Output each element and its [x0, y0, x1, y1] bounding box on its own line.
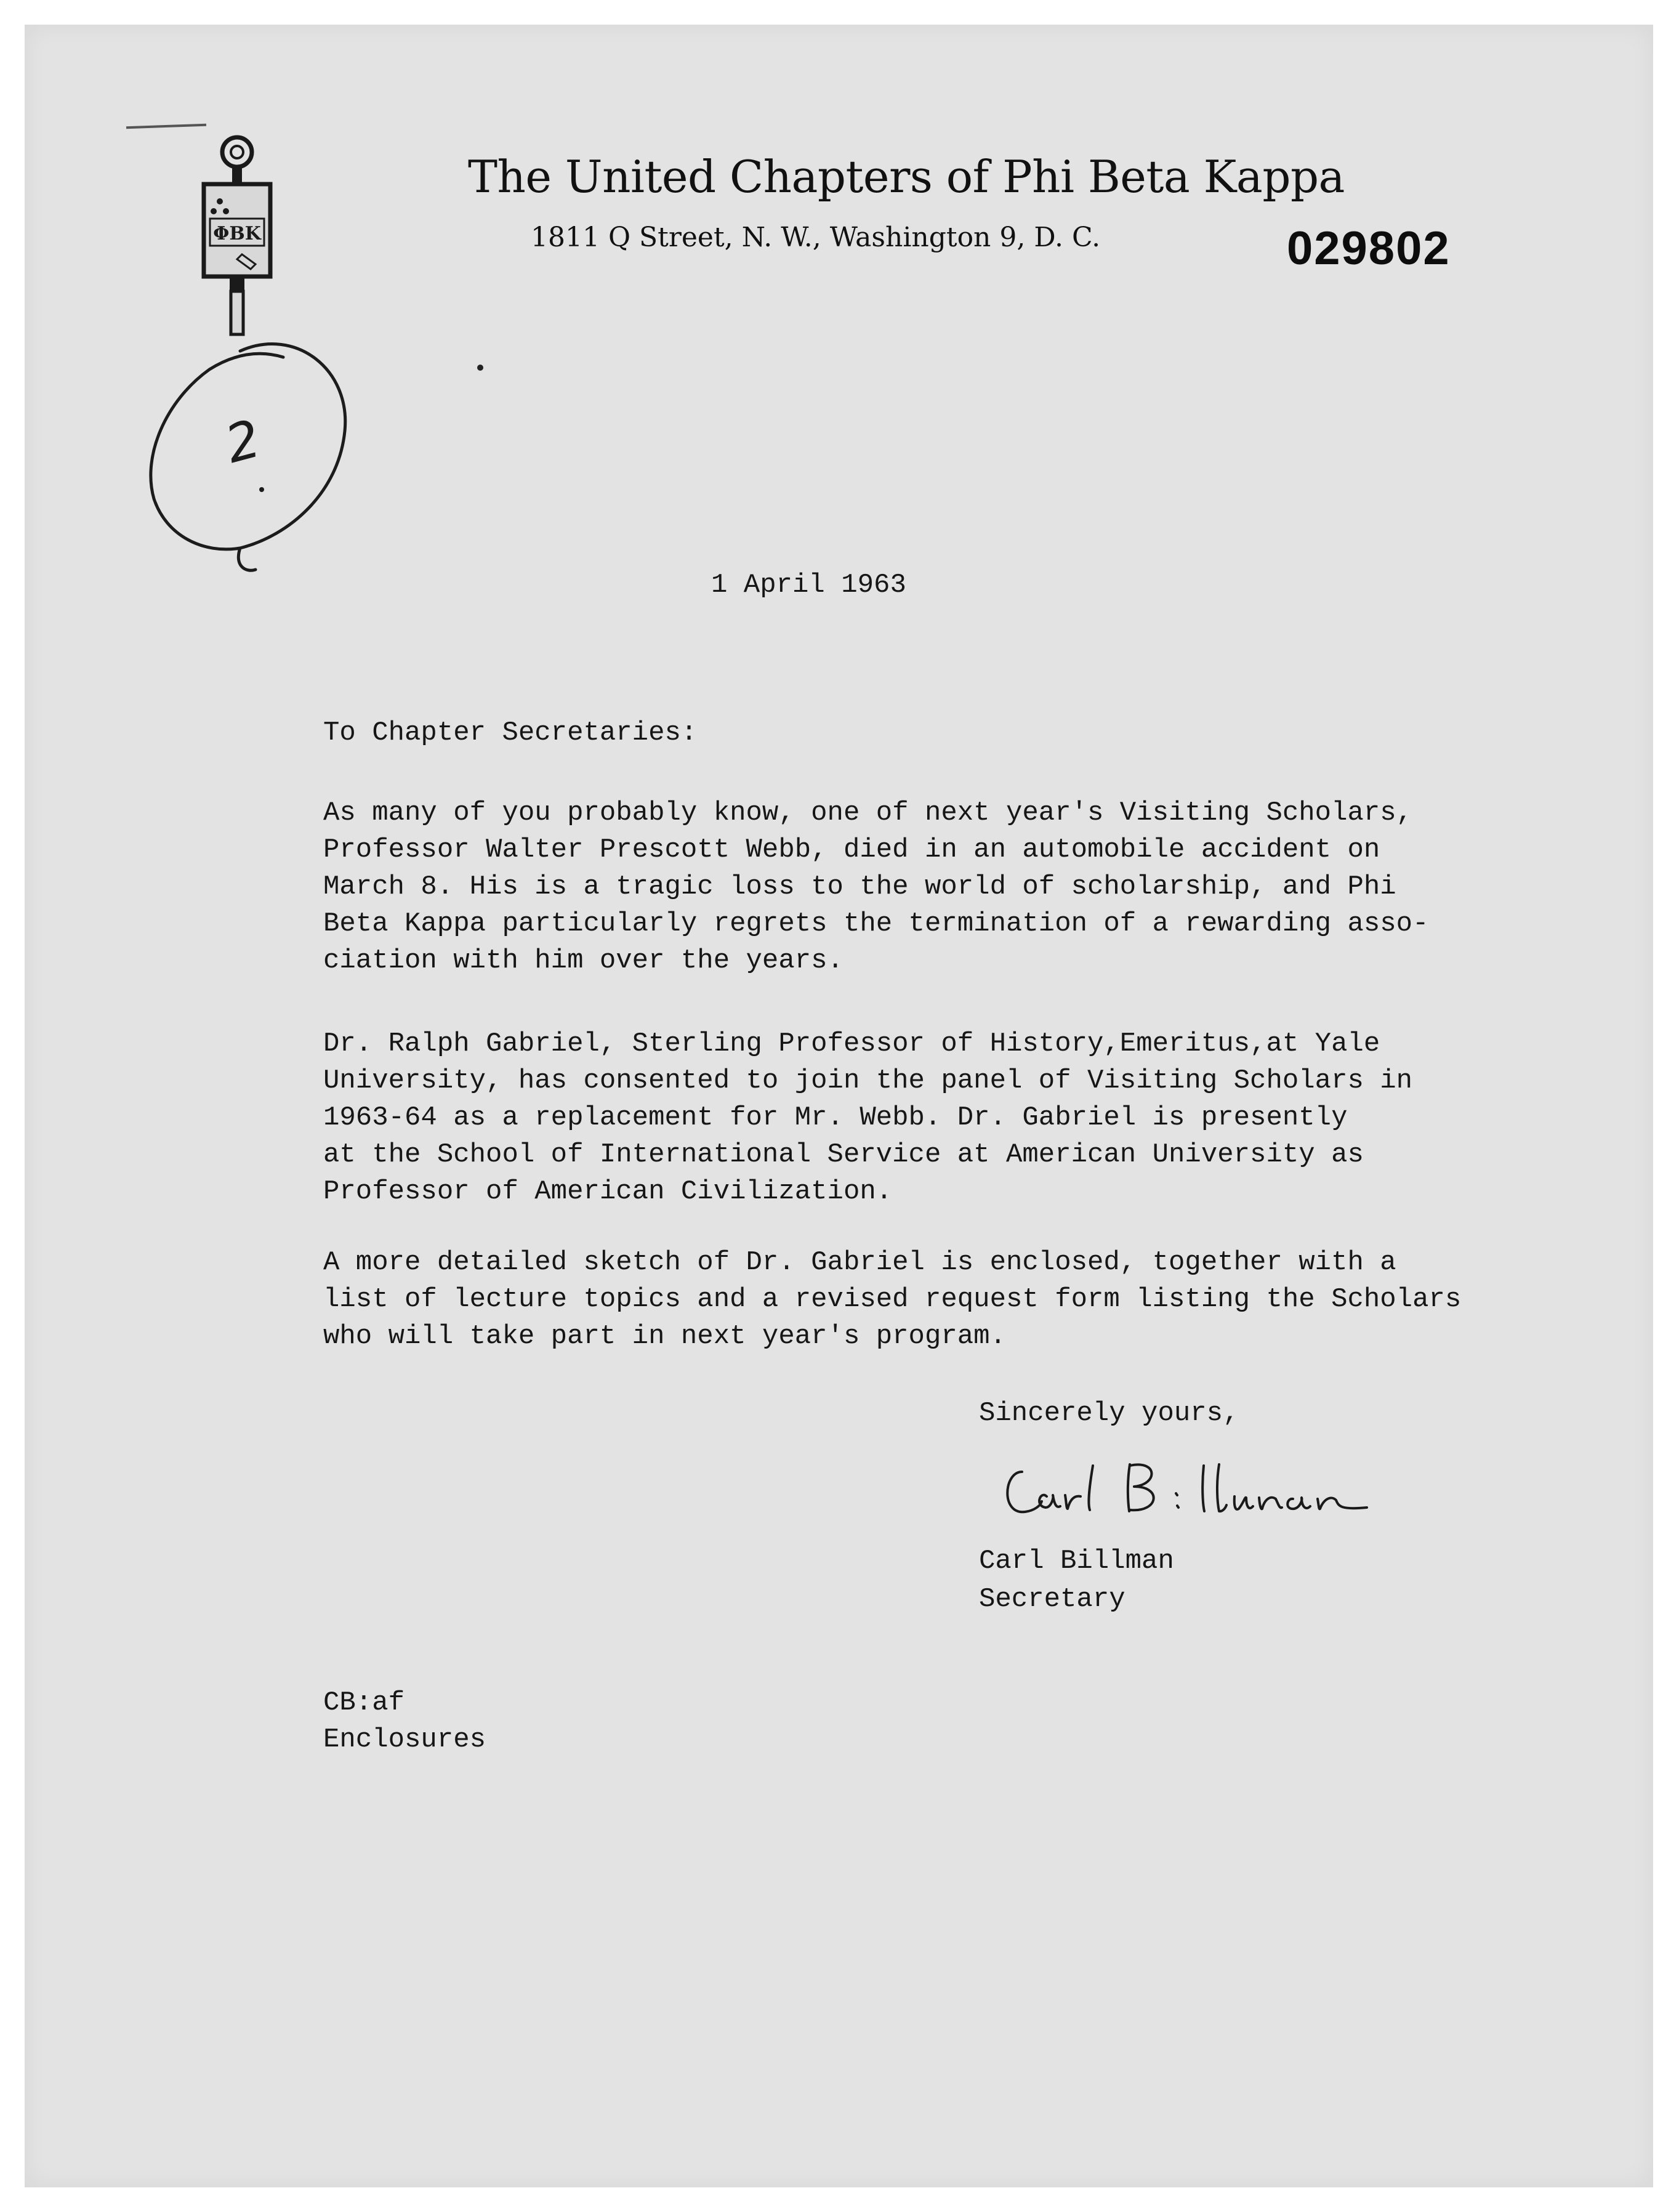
body-paragraph-2: [323, 1025, 1412, 1210]
paragraph-line: who will take part in next year's program.: [323, 1321, 1006, 1352]
key-letters: ΦΒΚ: [213, 223, 261, 244]
paragraph-line: Beta Kappa particularly regrets the termination of a rewarding asso-: [323, 908, 1429, 939]
paragraph-line: Professor Walter Prescott Webb, died in an automobile accident on: [323, 834, 1380, 865]
organization-name: The United Chapters of Phi Beta Kappa: [468, 151, 1345, 203]
letter-date: 1 April 1963: [711, 570, 906, 600]
reference-initials: CB:af: [323, 1687, 405, 1718]
ink-dot: [477, 365, 483, 371]
paragraph-line: A more detailed sketch of Dr. Gabriel is enclosed, together with a: [323, 1247, 1396, 1278]
organization-address: 1811 Q Street, N. W., Washington 9, D. C.: [531, 222, 1101, 253]
document-number-stamp: 029802: [1287, 222, 1451, 275]
paragraph-line: list of lecture topics and a revised request form listing the Scholars: [323, 1284, 1462, 1315]
paragraph-line: at the School of International Service at American University as: [323, 1139, 1364, 1170]
signer-title: Secretary: [979, 1584, 1125, 1615]
signer-name: Carl Billman: [979, 1546, 1174, 1576]
paragraph-line: 1963-64 as a replacement for Mr. Webb. Dr. Gabriel is presently: [323, 1102, 1348, 1133]
annotation-number: 2: [219, 408, 267, 475]
handwritten-circle-annotation: [142, 333, 363, 579]
salutation: To Chapter Secretaries:: [323, 717, 698, 748]
phi-beta-kappa-key-icon: [194, 132, 280, 342]
paragraph-line: Professor of American Civilization.: [323, 1176, 893, 1207]
body-paragraph-1: [323, 794, 1429, 979]
handwritten-signature: [997, 1447, 1379, 1533]
paragraph-line: University, has consented to join the panel of Visiting Scholars in: [323, 1065, 1413, 1096]
paragraph-line: ciation with him over the years.: [323, 945, 844, 976]
key-ring: [222, 137, 252, 184]
enclosures-note: Enclosures: [323, 1724, 486, 1755]
paragraph-line: March 8. His is a tragic loss to the world of scholarship, and Phi: [323, 871, 1396, 902]
closing: Sincerely yours,: [979, 1398, 1239, 1429]
key-stem: [230, 276, 244, 334]
paragraph-line: Dr. Ralph Gabriel, Sterling Professor of History,Emeritus,at Yale: [323, 1028, 1380, 1059]
key-body: [204, 184, 270, 276]
paragraph-line: As many of you probably know, one of next year's Visiting Scholars,: [323, 797, 1413, 828]
body-paragraph-3: [323, 1244, 1461, 1355]
